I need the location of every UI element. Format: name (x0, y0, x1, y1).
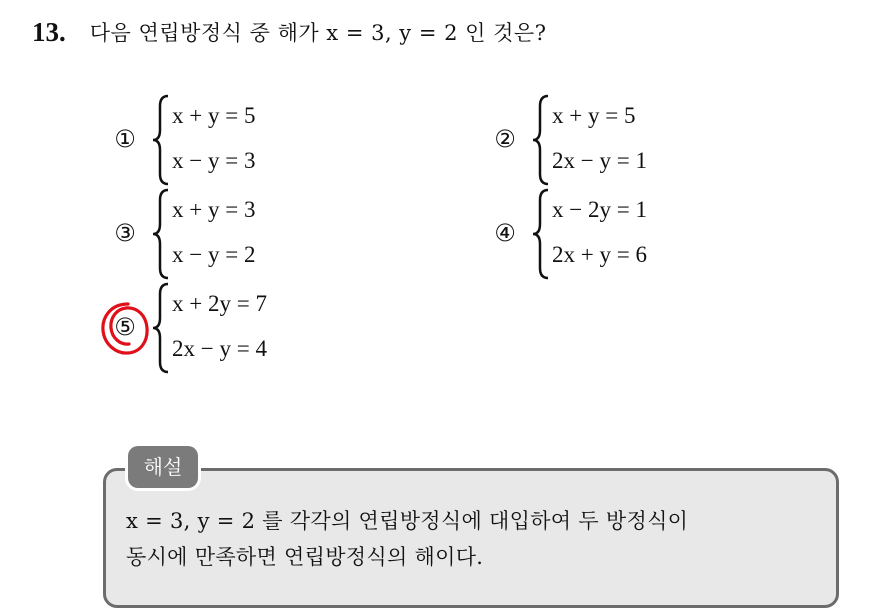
equation-2: 2x − y = 4 (172, 336, 267, 361)
option-marker: ① (114, 125, 136, 153)
equation-2: 2x + y = 6 (552, 242, 647, 267)
left-brace-icon (530, 94, 552, 186)
left-brace-icon (150, 188, 172, 280)
equation-1: x + y = 5 (552, 103, 636, 128)
left-brace-icon (150, 94, 172, 186)
left-brace-icon (150, 282, 172, 374)
equation-2: x − y = 2 (172, 242, 256, 267)
question-text: 다음 연립방정식 중 해가 x = 3, y = 2 인 것은? (89, 21, 547, 45)
equation-2: 2x − y = 1 (552, 148, 647, 173)
option-marker: ⑤ (114, 313, 136, 341)
solution-text-line-1: x = 3, y = 2 를 각각의 연립방정식에 대입하여 두 방정식이 (126, 509, 689, 533)
option-marker: ④ (494, 219, 516, 247)
equation-1: x + 2y = 7 (172, 291, 267, 316)
equation-2: x − y = 3 (172, 148, 256, 173)
equation-1: x + y = 5 (172, 103, 256, 128)
option-marker: ③ (114, 219, 136, 247)
left-brace-icon (530, 188, 552, 280)
equation-1: x − 2y = 1 (552, 197, 647, 222)
option-marker: ② (494, 125, 516, 153)
question-number: 13. (32, 16, 66, 47)
solution-box (103, 468, 839, 608)
equation-1: x + y = 3 (172, 197, 256, 222)
solution-label: 해설 (128, 446, 198, 488)
question-header (32, 12, 546, 52)
solution-text-line-2: 동시에 만족하면 연립방정식의 해이다. (126, 545, 484, 569)
